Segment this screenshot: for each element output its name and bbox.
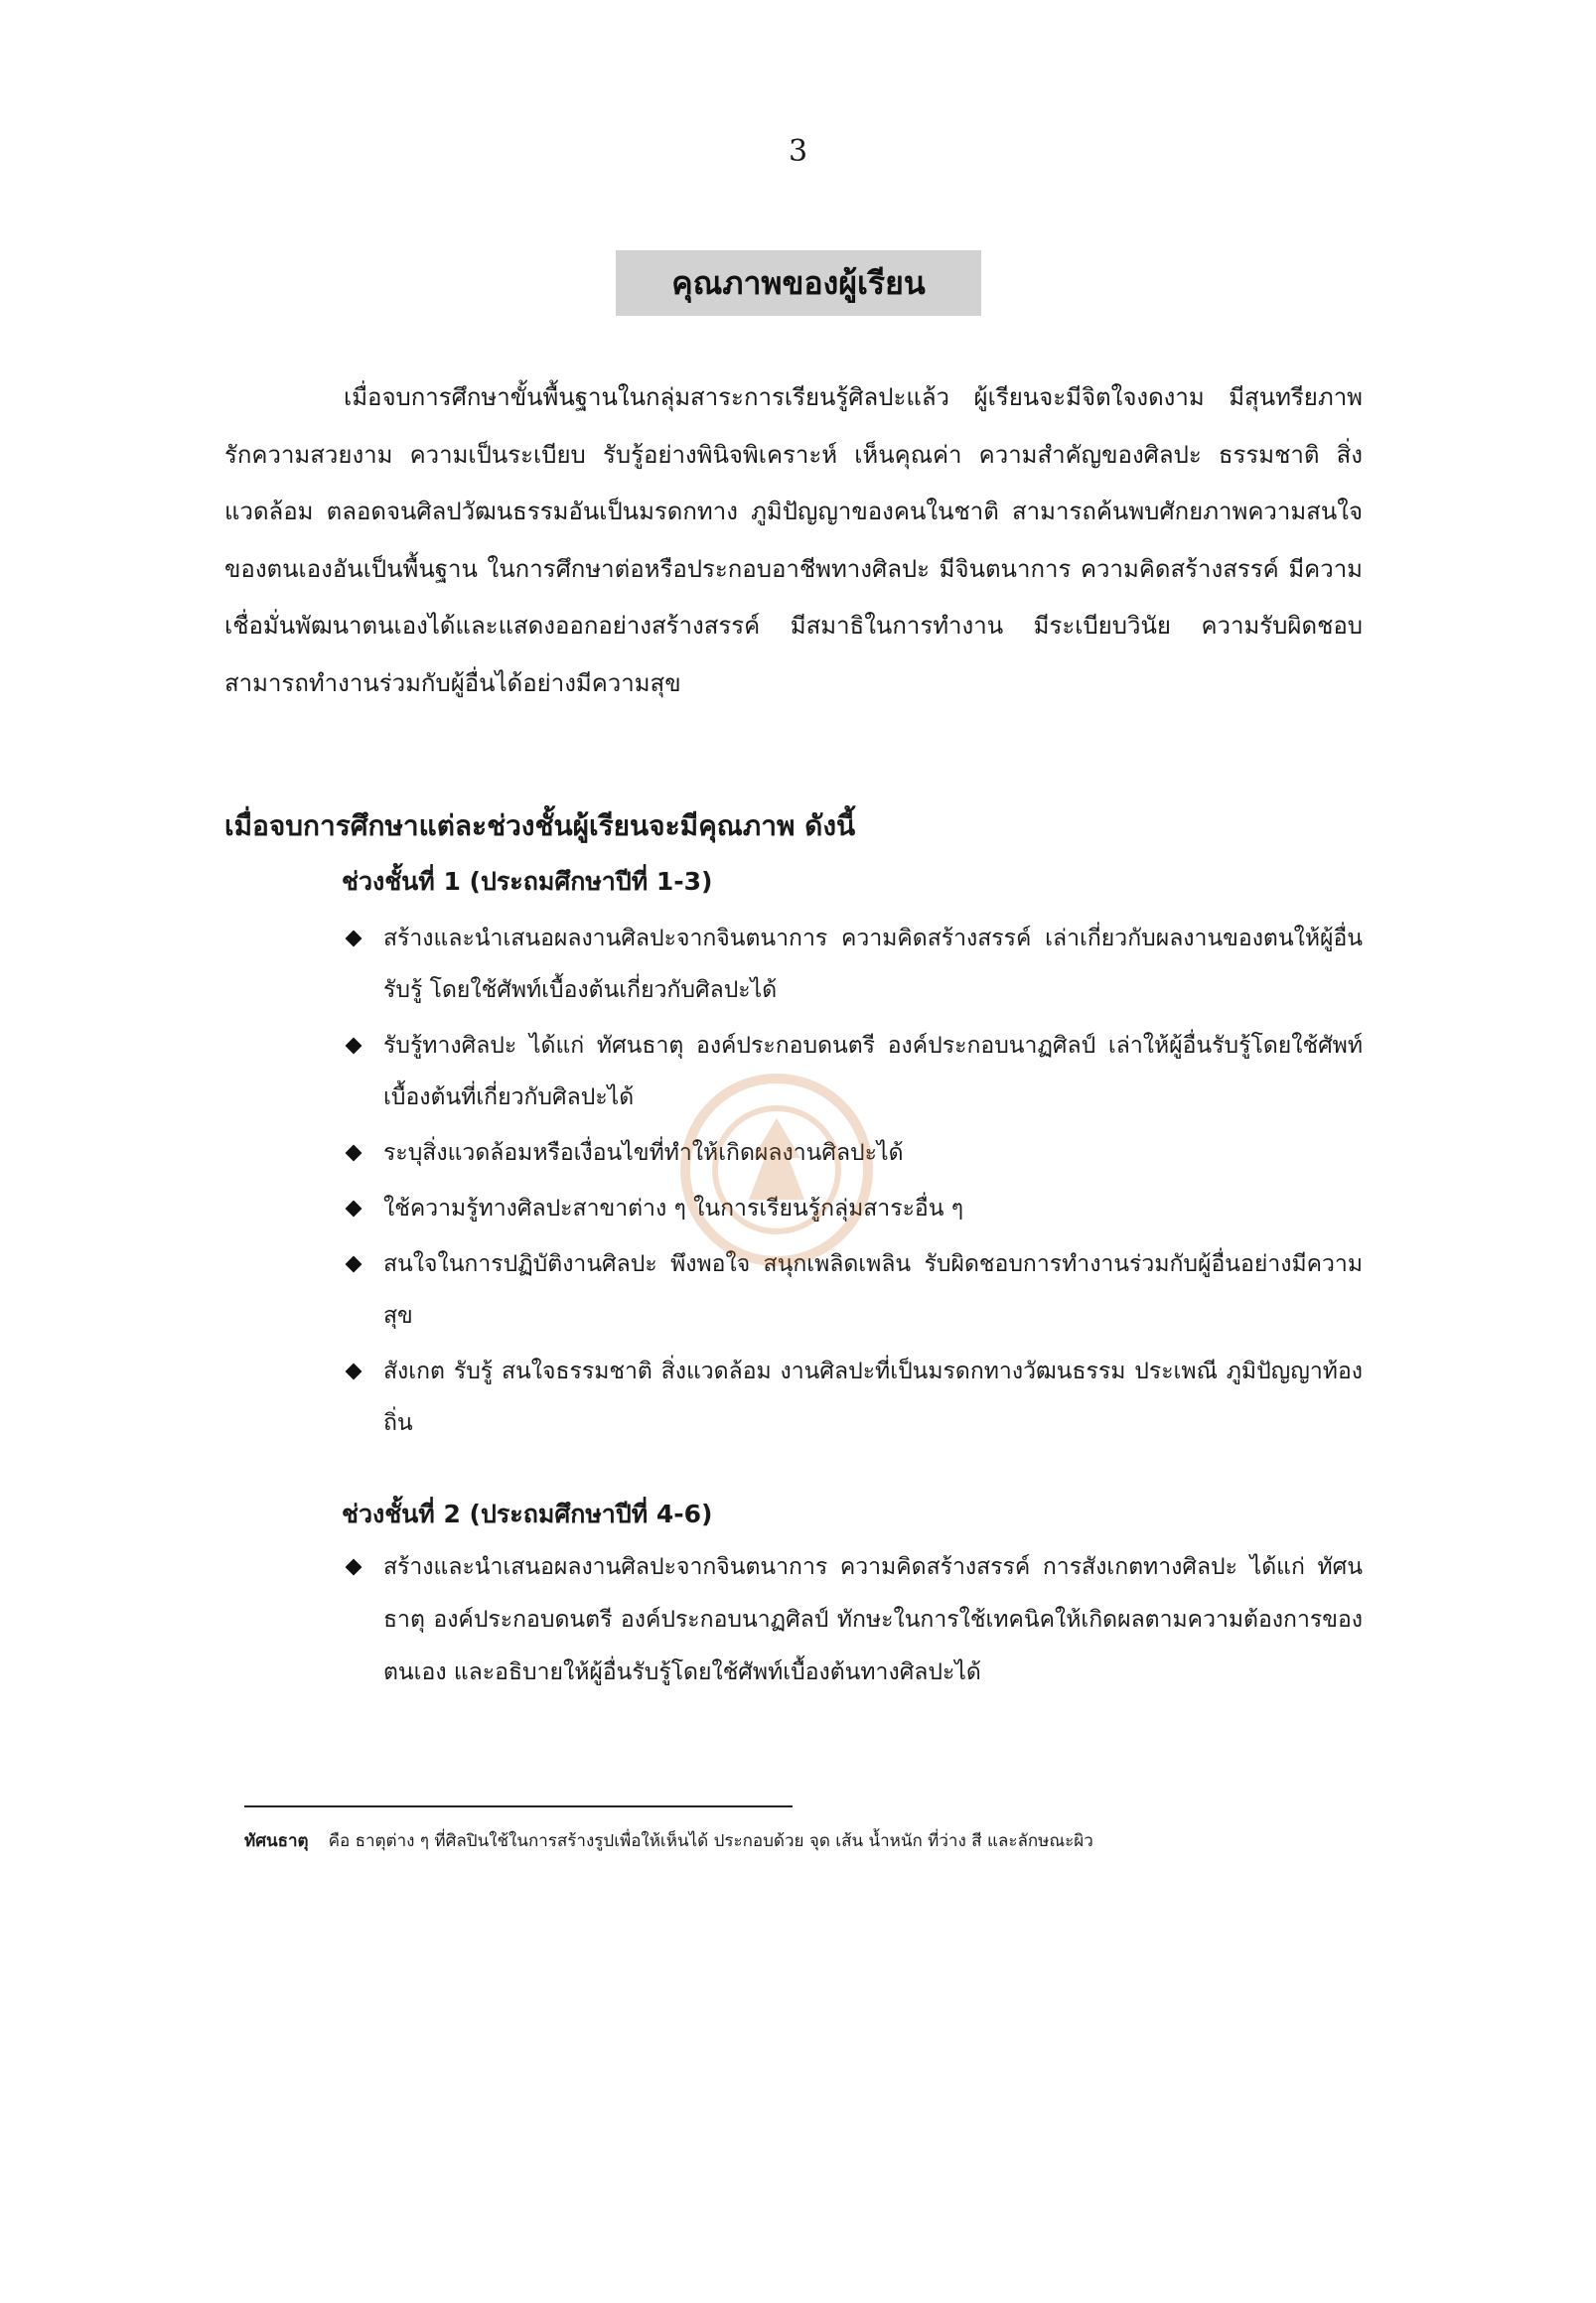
diamond-bullet-icon [346,1559,363,1576]
footnote-divider [244,1805,793,1807]
footnote-definition: คือ ธาตุต่าง ๆ ที่ศิลปินใช้ในการสร้างรูปเพื่อให้เห็นได้ ประกอบด้วย จุด เส้น น้ำหนัก ที่ว่าง สี และลักษณะผิว [328,1831,1093,1851]
list-item-text: สร้างและนำเสนอผลงานศิลปะจากจินตนาการ ความคิดสร้างสรรค์ เล่าเกี่ยวกับผลงานของตนให้ผู้อื่นรับรู้ โดยใช้ศัพท์เบื้องต้นเกี่ยวกับศิลปะได้ [383,926,1363,1003]
diamond-bullet-icon [346,931,363,947]
footnote [244,1827,1377,1854]
diamond-bullet-icon [346,1145,363,1162]
level2-heading: ช่วงชั้นที่ 2 (ประถมศึกษาปีที่ 4-6) [342,1500,713,1528]
footnote-term: ทัศนธาตุ [244,1831,309,1851]
seal-emblem [749,1118,804,1200]
diamond-bullet-icon [346,1201,363,1218]
list-item-text: รับรู้ทางศิลปะ ได้แก่ ทัศนธาตุ องค์ประกอบดนตรี องค์ประกอบนาฏศิลป์ เล่าให้ผู้อื่นรับรู้โดยใช้ศัพท์เบื้องต้นที่เกี่ยวกับศิลปะได้ [383,1033,1363,1110]
diamond-bullet-icon [346,1364,363,1380]
page-title: คุณภาพของผู้เรียน [616,250,981,316]
list-item-text: สร้างและนำเสนอผลงานศิลปะจากจินตนาการ ความคิดสร้างสรรค์ การสังเกตทางศิลปะ ได้แก่ ทัศนธาตุ องค์ประกอบดนตรี องค์ประกอบนาฏศิลป์ ทักษะในการใช้เทคนิคให้เกิดผลตามความต้องการของตนเอง และอธิบายให้ผู้อื่นรับรู้โดยใช้ศัพท์เบื้องต้นทางศิลปะได้ [383,1554,1363,1685]
list-item [342,1541,1363,1699]
level2-list [342,1541,1363,1703]
list-item-text: สังเกต รับรู้ สนใจธรรมชาติ สิ่งแวดล้อม งานศิลปะที่เป็นมรดกทางวัฒนธรรม ประเพณี ภูมิปัญญาท้องถิ่น [383,1359,1363,1436]
diamond-bullet-icon [346,1256,363,1273]
list-item-text: ระบุสิ่งแวดล้อมหรือเงื่อนไขที่ทำให้เกิดผลงานศิลปะได้ [383,1140,904,1166]
section-heading: เมื่อจบการศึกษาแต่ละช่วงชั้นผู้เรียนจะมีคุณภาพ ดังนี้ [224,809,856,842]
list-item-text: สนใจในการปฏิบัติงานศิลปะ พึงพอใจ สนุกเพลิดเพลิน รับผิดชอบการทำงานร่วมกับผู้อื่นอย่างมีความสุข [383,1251,1363,1329]
intro-paragraph: เมื่อจบการศึกษาขั้นพื้นฐานในกลุ่มสาระการเรียนรู้ศิลปะแล้ว ผู้เรียนจะมีจิตใจงดงาม มีสุนทรียภาพ รักความสวยงาม ความเป็นระเบียบ รับรู้อย่างพินิจพิเคราะห์ เห็นคุณค่า ความสำคัญของศิลปะ ธรรมชาติ สิ่งแวดล้อม ตลอดจนศิลปวัฒนธรรมอันเป็นมรดกทาง ภูมิปัญญาของคนในชาติ สามารถค้นพบศักยภาพความสนใจของตนเองอันเป็นพื้นฐาน ในการศึกษาต่อหรือประกอบอาชีพทางศิลปะ มีจินตนาการ ความคิดสร้างสรรค์ มีความ เชื่อมั่นพัฒนาตนเองได้และแสดงออกอย่างสร้างสรรค์ มีสมาธิในการทำงาน มีระเบียบวินัย ความรับผิดชอบ สามารถทำงานร่วมกับผู้อื่นได้อย่างมีความสุข [224,383,1363,697]
list-item-text: ใช้ความรู้ทางศิลปะสาขาต่าง ๆ ในการเรียนรู้กลุ่มสาระอื่น ๆ [383,1196,964,1222]
list-item [342,1346,1363,1449]
level1-heading: ช่วงชั้นที่ 1 (ประถมศึกษาปีที่ 1-3) [342,867,713,896]
school-seal-icon [677,1071,876,1269]
diamond-bullet-icon [346,1038,363,1055]
page-number: 3 [788,134,808,169]
list-item [342,913,1363,1016]
